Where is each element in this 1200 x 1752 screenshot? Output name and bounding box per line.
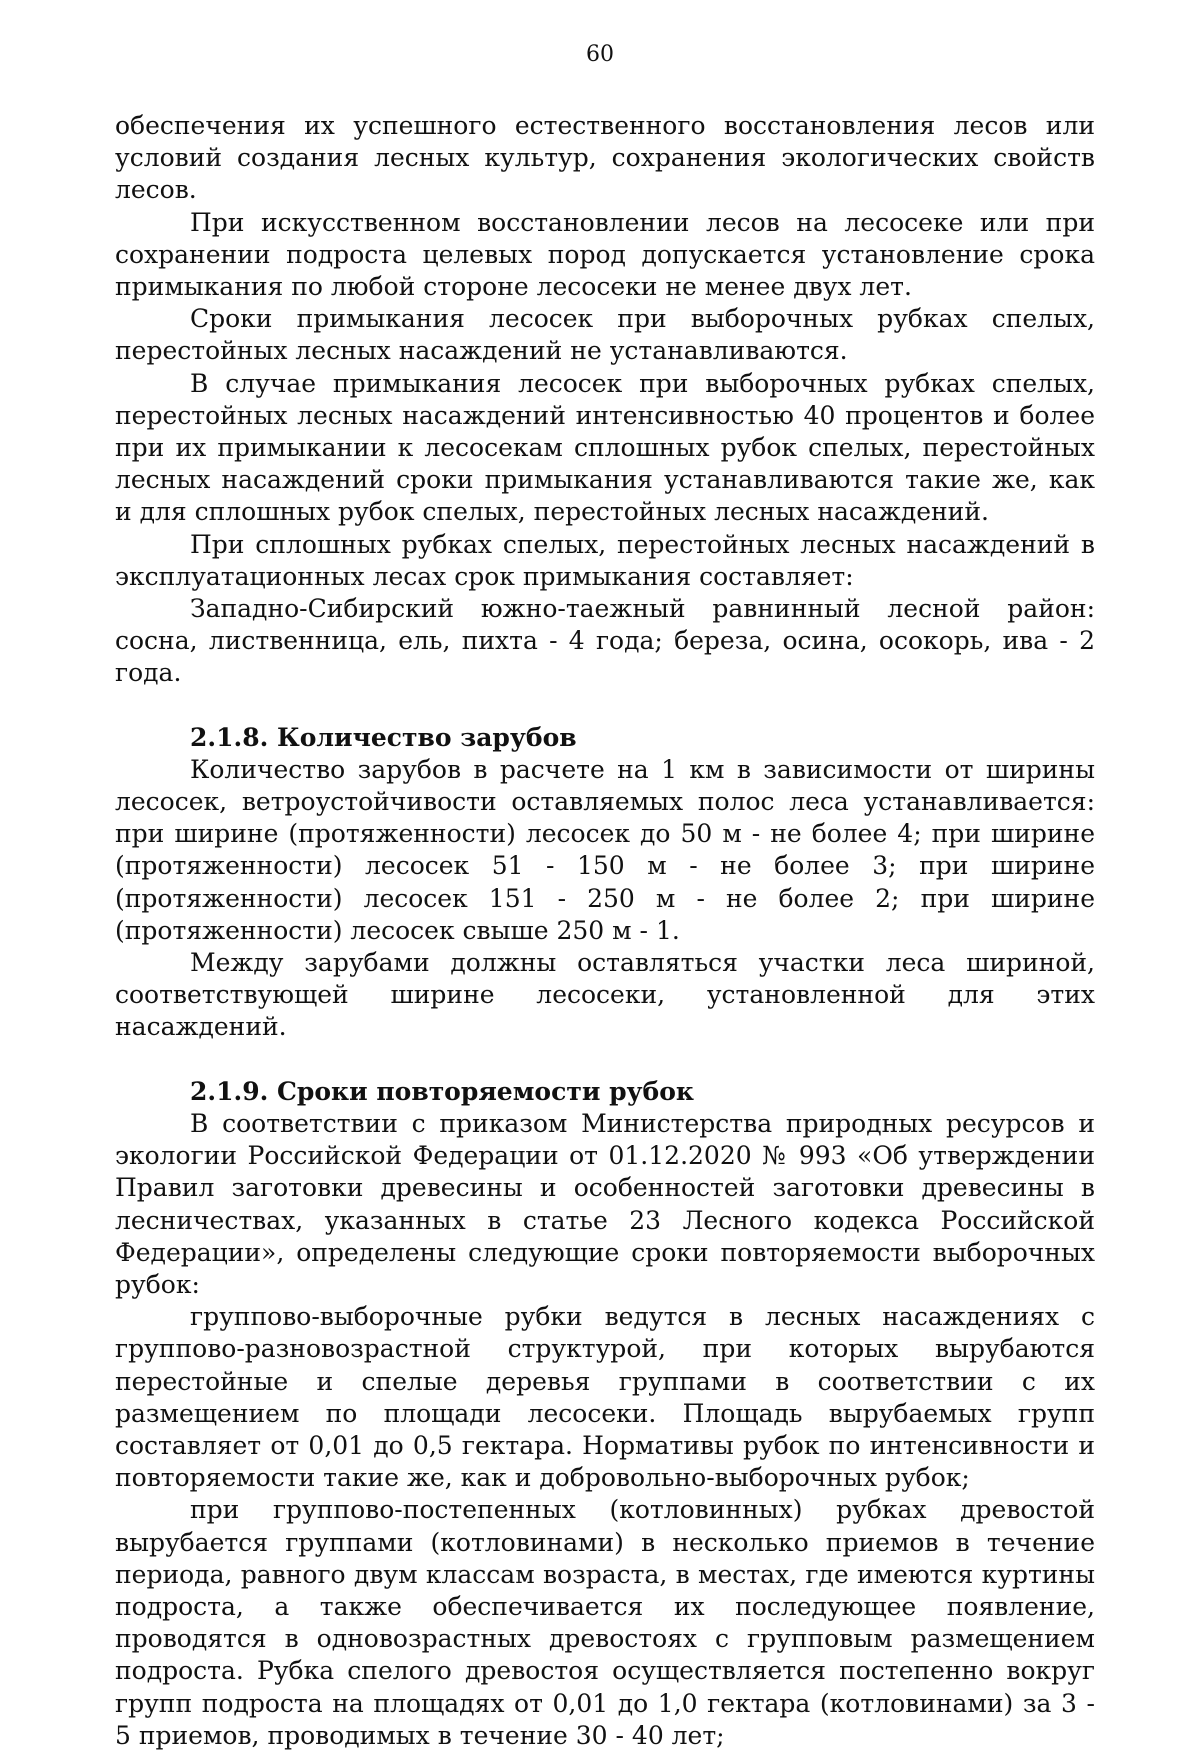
paragraph-group-gradual: при группово-постепенных (котловинных) рубках древостой вырубается группами (котловинами) в несколько приемов в течение периода, равного двум классам возраста, в местах, где имеются куртины подроста, а также обеспечивается их последующее появление, проводятся в одновозрастных древостоях с групповым размещением подроста. Рубка спелого древостоя осуществляется постепенно вокруг групп подроста на площадях от 0,01 до 1,0 гектара (котловинами) за 3 - 5 приемов, проводимых в течение 30 - 40 лет; xyxy=(115,1495,1095,1750)
paragraph-selective-felling: Сроки примыкания лесосек при выборочных рубках спелых, перестойных лесных насаждений не устанавливаются. xyxy=(115,304,1095,366)
document-body xyxy=(115,110,1095,1752)
page-number: 60 xyxy=(586,42,614,67)
paragraph-between-cuts: Между зарубами должны оставляться участки леса шириной, соответствующей ширине лесосеки, установленной для этих насаждений. xyxy=(115,948,1095,1042)
paragraph-artificial-restoration: При искусственном восстановлении лесов на лесосеке или при сохранении подроста целевых пород допускается установление срока примыкания по любой стороне лесосеки не менее двух лет. xyxy=(115,207,1095,302)
paragraph-cuts-count: Количество зарубов в расчете на 1 км в зависимости от ширины лесосек, ветроустойчивости оставляемых полос леса устанавливается: при ширине (протяженности) лесосек до 50 м - не более 4; при ширине (протяженности) лесосек 51 - 150 м - не более 3; при ширине (протяженности) лесосек 151 - 250 м - не более 2; при ширине (протяженности) лесосек свыше 250 м - 1. xyxy=(115,754,1095,945)
paragraph-adjacency-intensity: В случае примыкания лесосек при выборочных рубках спелых, перестойных лесных насаждений интенсивностью 40 процентов и более при их примыкании к лесосекам сплошных рубок спелых, перестойных лесных насаждений сроки примыкания устанавливаются такие же, как и для сплошных рубок спелых, перестойных лесных насаждений. xyxy=(115,368,1095,527)
paragraph-group-selective: группово-выборочные рубки ведутся в лесных насаждениях с группово-разновозрастной структурой, при которых вырубаются перестойные и спелые деревья группами в соответствии с их размещением по площади лесосеки. Площадь вырубаемых групп составляет от 0,01 до 0,5 гектара. Нормативы рубок по интенсивности и повторяемости такие же, как и добровольно-выборочных рубок; xyxy=(115,1302,1095,1493)
paragraph-continuation: обеспечения их успешного естественного восстановления лесов или условий создания лесных культур, сохранения экологических свойств лесов. xyxy=(115,111,1095,205)
paragraph-forest-region: Западно-Сибирский южно-таежный равнинный лесной район: сосна, лиственница, ель, пихта - 4 года; береза, осина, осокорь, ива - 2 года. xyxy=(115,594,1095,688)
paragraph-ministry-order: В соответствии с приказом Министерства природных ресурсов и экологии Российской Федерации от 01.12.2020 № 993 «Об утверждении Правил заготовки древесины и особенностей заготовки древесины в лесничествах, указанных в статье 23 Лесного кодекса Российской Федерации», определены следующие сроки повторяемости выборочных рубок: xyxy=(115,1108,1095,1299)
paragraph-clear-felling: При сплошных рубках спелых, перестойных лесных насаждений в эксплуатационных лесах срок примыкания составляет: xyxy=(115,529,1095,591)
section-heading-2-1-9: 2.1.9. Сроки повторяемости рубок xyxy=(190,1076,694,1106)
section-heading-2-1-8: 2.1.8. Количество зарубов xyxy=(190,722,577,752)
